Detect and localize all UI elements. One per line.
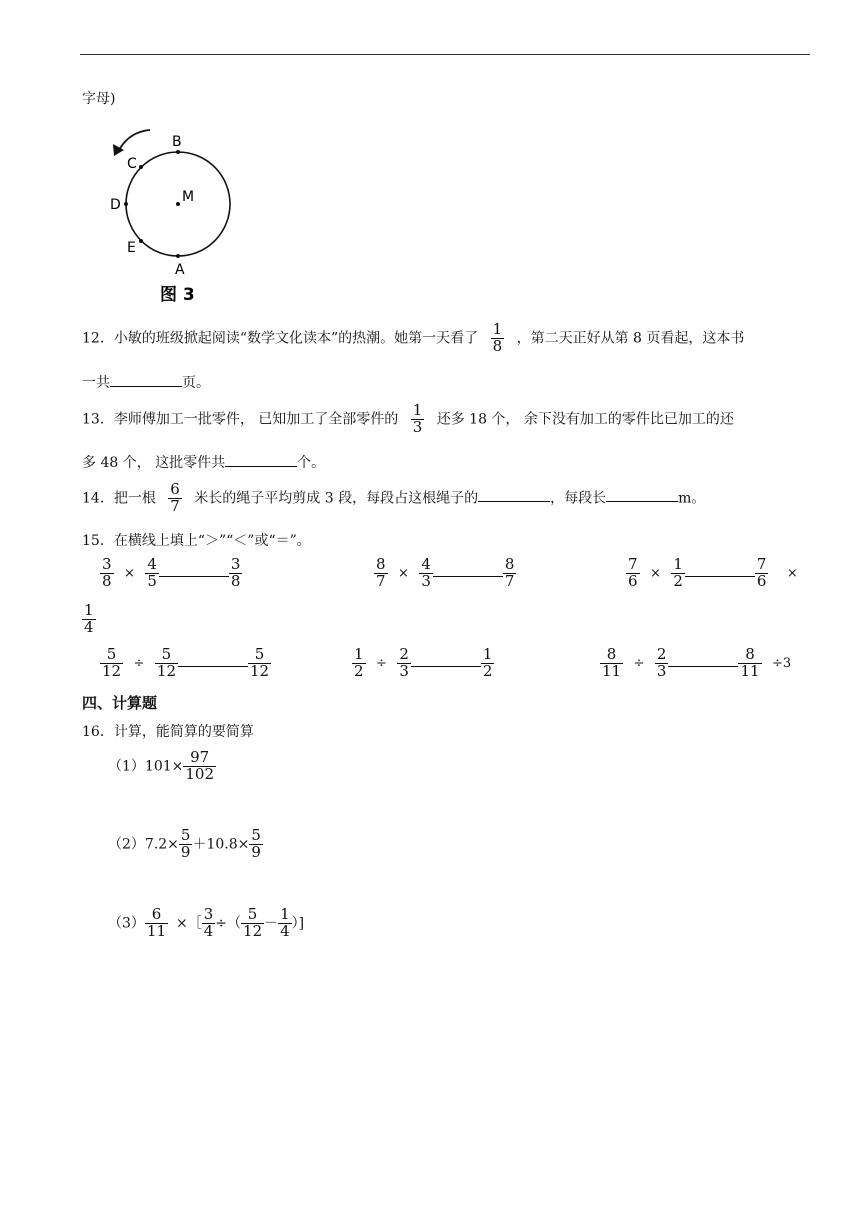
q16-part3: （3） $\frac{6}{11}$ ×［ $\frac{3}{4}$ ÷（ $\frac{5}{12}$ － $\frac{1}{4}$ ）]	[108, 905, 305, 940]
answer-blank[interactable]	[178, 652, 248, 667]
answer-blank[interactable]	[411, 652, 481, 667]
rotation-arrow	[118, 130, 150, 152]
compare-item: $\frac{8}{7}$ × $\frac{4}{3}$ $\frac{8}{7}$	[376, 555, 515, 590]
point-e-label: E	[127, 240, 136, 256]
q16-part2: （2）7.2× $\frac{5}{9}$ ＋10.8× $\frac{5}{9}$	[108, 826, 261, 861]
header-rule	[80, 54, 810, 55]
answer-blank[interactable]	[225, 452, 297, 467]
section-heading: 四、计算题	[82, 694, 158, 712]
point-d-label: D	[110, 197, 121, 213]
point-c-label: C	[127, 156, 137, 172]
compare-item: $\frac{1}{2}$ ÷ $\frac{2}{3}$ $\frac{1}{2}$	[354, 645, 493, 680]
compare-item: $\frac{3}{8}$ × $\frac{4}{5}$ $\frac{3}{8}$	[102, 555, 241, 590]
circle-figure	[100, 122, 250, 307]
figure-caption: 图 3	[160, 285, 195, 305]
fraction: $\frac{6}{7}$	[170, 480, 180, 515]
answer-blank[interactable]	[110, 372, 182, 387]
compare-item: $\frac{5}{12}$ ÷ $\frac{5}{12}$ $\frac{5}{12}$	[102, 645, 270, 680]
compare-item: $\frac{8}{11}$ ÷ $\frac{2}{3}$ $\frac{8}{11}$ ÷3	[602, 645, 792, 680]
q12-line1: 12．小敏的班级掀起阅读“数学文化读本”的热潮。她第一天看了 $\frac{1}{8}$ ，第二天正好从第 8 页看起，这本书	[82, 320, 745, 355]
answer-blank[interactable]	[606, 487, 678, 502]
compare-item: $\frac{7}{6}$ × $\frac{1}{2}$ $\frac{7}{6}$ ×	[628, 555, 798, 590]
q14-line: 14．把一根 $\frac{6}{7}$ 米长的绳子平均剪成 3 段，每段占这根绳子的 ，每段长 m。	[82, 480, 706, 515]
compare-item-wrap: $\frac{1}{4}$	[84, 601, 94, 636]
q15-prompt: 15．在横线上填上“＞”“＜”或“＝”。	[82, 533, 311, 549]
q13-line2: 多 48 个， 这批零件共 个。	[82, 452, 325, 472]
fraction: $\frac{1}{8}$	[492, 320, 503, 355]
q13-line1: 13．李师傅加工一批零件， 已知加工了全部零件的 $\frac{1}{3}$ 还多 18 个， 余下没有加工的零件比已加工的还	[82, 401, 734, 436]
point-m-label: M	[182, 189, 195, 205]
q16-part1: （1）101× $\frac{97}{102}$	[108, 748, 214, 783]
answer-blank[interactable]	[433, 562, 503, 577]
answer-blank[interactable]	[159, 562, 229, 577]
q12-line2: 一共 页。	[82, 372, 210, 392]
continuation-text: 字母)	[82, 91, 116, 107]
answer-blank[interactable]	[685, 562, 755, 577]
q16-prompt: 16．计算，能简算的要简算	[82, 724, 254, 740]
fraction: $\frac{1}{3}$	[412, 401, 423, 436]
answer-blank[interactable]	[668, 652, 738, 667]
answer-blank[interactable]	[478, 487, 550, 502]
point-a-label: A	[175, 262, 185, 278]
point-b-label: B	[172, 134, 182, 150]
